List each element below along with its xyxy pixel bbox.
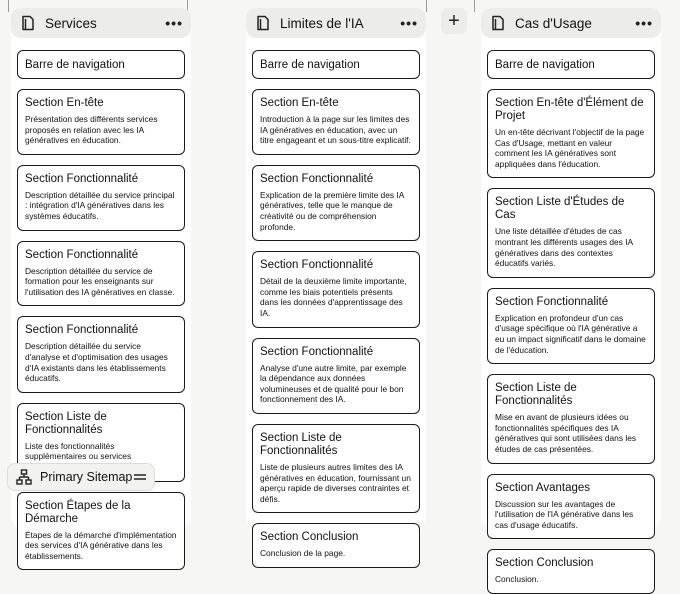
column-header[interactable] [11,8,191,38]
section-title: Section En-tête d'Élément de Projet [495,97,644,122]
document-icon [21,15,35,31]
section-title: Section Fonctionnalité [260,345,374,358]
section-description: Mise en avant de plusieurs idées ou fonctionnalités spécifiques des IA génératives qui sont utilisées dans les études de cas présentées. [495,412,637,454]
section-title: Section Liste de Fonctionnalités [260,431,342,457]
sitemap-label: Primary Sitemap [40,470,133,484]
section-card[interactable] [17,492,185,571]
section-description: Explication de la première limite des IA génératives, telle que le manque de créativité ou de compréhension profonde. [260,189,404,232]
section-card[interactable] [487,89,655,178]
more-options-icon[interactable]: ••• [400,15,418,31]
section-card[interactable] [252,424,420,513]
section-card[interactable] [252,89,420,155]
sitemap-tree-icon [16,469,32,485]
section-description: Conclusion. [495,574,539,585]
section-description: Description détaillée du service principal : intégration d'IA génératives dans les systèmes éducatifs. [25,189,175,221]
sitemap-column-limites [246,8,426,559]
section-card[interactable] [252,165,420,241]
section-title: Section Étapes de la Démarche [25,499,131,525]
section-card[interactable] [252,251,420,327]
more-options-icon[interactable]: ••• [165,15,183,31]
column-header[interactable] [481,8,661,38]
section-title: Section Liste d'Études de Cas [495,196,625,222]
section-card[interactable] [487,474,655,540]
section-title: Section Liste de Fonctionnalités [495,382,577,408]
section-description: Une liste détaillée d'études de cas montrant les différents usages des IA génératives dans des contextes éducatifs variés. [495,226,633,269]
section-title: Section Conclusion [260,531,359,544]
section-card[interactable] [487,549,655,594]
section-description: Conclusion de la page. [260,548,346,559]
section-description: Étapes de la démarche d'implémentation des services d'IA générative dans les établissements. [25,529,177,561]
section-description: Liste de plusieurs autres limites des IA génératives en éducation, fournissant un aperçu rapide de diverses contraintes et défis. [260,461,411,504]
column-header[interactable] [246,8,426,38]
sitemap-column-cas-usage [481,8,661,585]
add-page-button[interactable]: + [441,8,467,34]
section-card[interactable] [17,50,185,79]
section-description: Un en-tête décrivant l'objectif de la page Cas d'Usage, mettant en valeur comment les IA génératives sont appliquées dans l'éducation. [495,127,645,169]
section-card[interactable] [17,89,185,155]
section-description: Description détaillée du service d'analyse et d'optimisation des usages d'IA existants dans les établissements éducatifs. [25,341,168,384]
section-title: Section Fonctionnalité [260,259,374,272]
section-title: Section En-tête [25,97,104,109]
document-icon [491,15,505,31]
section-description: Analyse d'une autre limite, par exemple la dépendance aux données volumineuses et de qualité pour le bon fonctionnement des IA. [260,362,407,405]
sitemap-column-services [11,8,191,561]
section-description: Description détaillée du service de formation pour les enseignants sur l'utilisation des IA génératives en classe. [25,265,175,297]
section-description: Présentation des différents services proposés en relation avec les IA génératives en éducation. [25,114,158,146]
section-title: Section Fonctionnalité [25,324,139,337]
section-description: Introduction à la page sur les limites des IA génératives en éducation, avec un titre engageant et un sous-titre explicatif. [260,114,411,146]
section-card[interactable] [487,188,655,277]
section-card[interactable] [17,241,185,307]
section-title: Section En-tête [260,97,339,109]
section-title: Section Avantages [495,481,591,494]
column-title: Cas d'Usage [515,15,592,31]
primary-sitemap-toggle[interactable] [7,463,155,491]
section-card[interactable] [17,316,185,392]
section-description: Discussion sur les avantages de l'utilisation de l'IA générative dans les cas d'usage éducatifs. [495,498,634,530]
section-card[interactable] [17,165,185,231]
section-title: Section Liste de Fonctionnalités [25,410,107,436]
section-title: Section Fonctionnalité [495,295,609,308]
section-description: Liste des fonctionnalités supplémentaires ou services [25,440,132,462]
section-card[interactable] [487,374,655,463]
section-card[interactable] [487,288,655,364]
column-title: Limites de l'IA [280,15,364,31]
section-card[interactable] [252,338,420,414]
section-card[interactable] [252,523,420,568]
section-card[interactable] [487,50,655,79]
section-title: Barre de navigation [495,59,595,71]
section-card[interactable] [252,50,420,79]
section-title: Barre de navigation [25,59,125,71]
section-title: Section Fonctionnalité [25,248,139,261]
tree-connector [426,0,427,12]
section-description: Explication en profondeur d'un cas d'usage spécifique où l'IA générative a eu un impact significatif dans le domaine de l'éducation. [495,312,646,355]
column-title: Services [45,15,97,31]
hamburger-icon[interactable] [134,472,146,482]
section-title: Section Conclusion [495,557,594,570]
section-title: Barre de navigation [260,59,360,71]
tree-connector [474,0,475,12]
document-icon [256,15,270,31]
section-description: Détail de la deuxième limite importante, comme les biais potentiels présents dans les données d'apprentissage des IA. [260,276,407,318]
more-options-icon[interactable]: ••• [635,15,653,31]
tree-connector [8,0,9,12]
section-title: Section Fonctionnalité [260,172,374,185]
section-title: Section Fonctionnalité [25,172,139,185]
